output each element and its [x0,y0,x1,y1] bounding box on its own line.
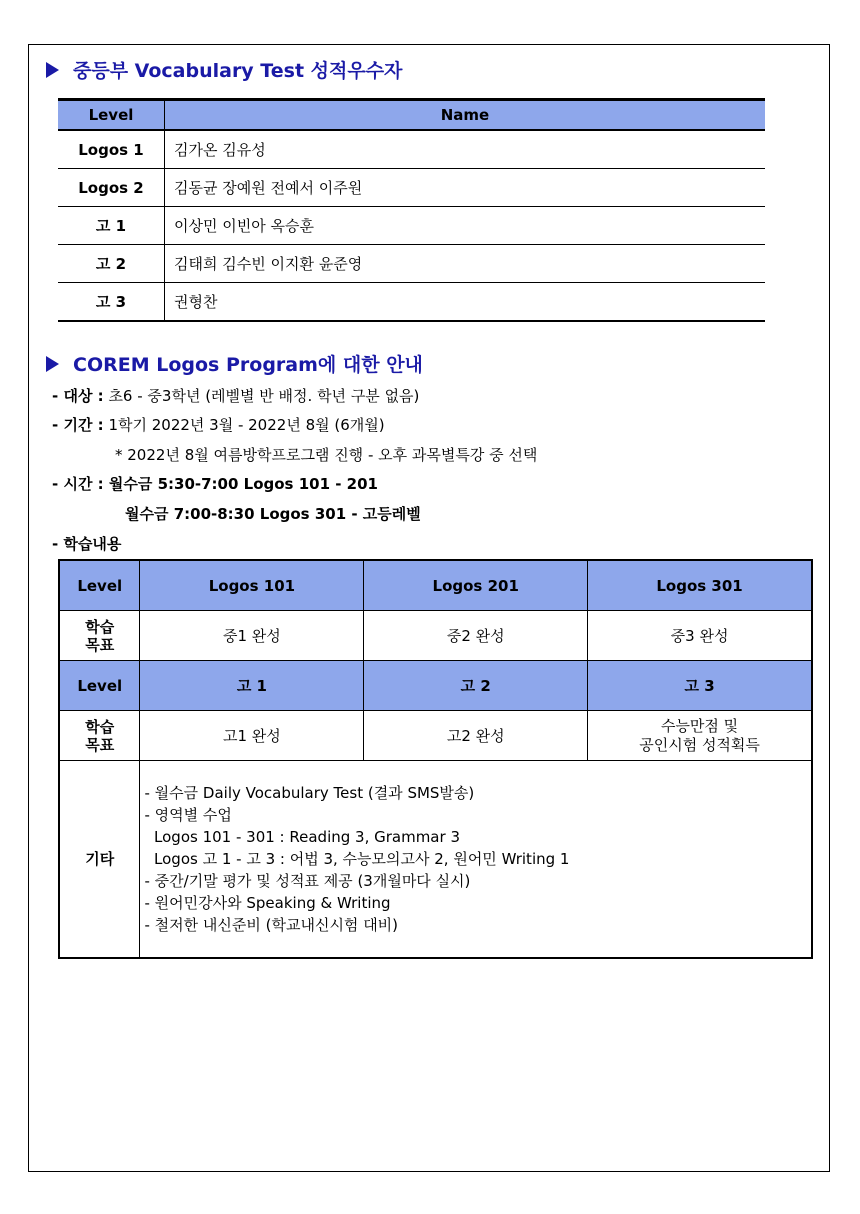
period-note: * 2022년 8월 여름방학프로그램 진행 - 오후 과목별특강 중 선택 [115,446,538,464]
etc-line: - 영역별 수업 [144,806,232,824]
row-names: 이상민 이빈아 옥승훈 [165,207,766,245]
time-line2: 월수금 7:00-8:30 Logos 301 - 고등레벨 [125,505,421,523]
period-line [52,414,385,435]
goal-label-bottom: 목표 [85,635,115,654]
target-line [52,385,419,406]
row-names: 김태희 김수빈 이지환 윤준영 [165,245,766,283]
goal-label-top: 학습 [85,717,115,736]
table-row [58,130,765,169]
section2-title: COREM Logos Program에 대한 안내 [73,354,423,376]
level-cell: 고 1 [140,661,364,711]
goal-label [59,611,140,661]
goal-cell: 고1 완성 [140,711,364,761]
goal-label-top: 학습 [85,617,115,636]
vocab-winners-table [58,98,765,322]
target-label: - 대상 : [52,387,104,405]
level-cell: Logos 201 [364,560,588,611]
etc-line: - 철저한 내신준비 (학교내신시험 대비) [144,916,399,934]
goal-cell: 고2 완성 [364,711,588,761]
table-row [58,245,765,283]
etc-line: Logos 101 - 301 : Reading 3, Grammar 3 [144,828,460,846]
triangle-bullet-icon [46,356,59,372]
goal-line: 공인시험 성적획득 [639,735,760,754]
table-header-row [59,560,812,611]
row-names: 권형찬 [165,283,766,322]
etc-label: 기타 [59,761,140,959]
goal-cell: 중3 완성 [588,611,812,661]
etc-notes [140,761,812,959]
table-row [58,207,765,245]
level-cell: Logos 301 [588,560,812,611]
table-header-row [59,661,812,711]
row-level: 고 3 [58,283,165,322]
time-line [52,473,378,494]
table-row [59,611,812,661]
level-label: Level [59,661,140,711]
section2-heading [46,350,423,377]
row-level: Logos 1 [58,130,165,169]
etc-line: Logos 고 1 - 고 3 : 어법 3, 수능모의고사 2, 원어민 Writing 1 [144,850,570,868]
target-value: 초6 - 중3학년 (레벨별 반 배정. 학년 구분 없음) [108,387,420,405]
table-row [58,169,765,207]
curriculum-table [58,559,813,959]
table-row [59,711,812,761]
goal-line: 수능만점 및 [660,716,739,735]
level-cell: 고 2 [364,661,588,711]
row-names: 김가온 김유성 [165,130,766,169]
row-level: 고 2 [58,245,165,283]
etc-line: - 원어민강사와 Speaking & Writing [144,894,391,912]
row-level: Logos 2 [58,169,165,207]
triangle-bullet-icon [46,62,59,78]
period-label: - 기간 : [52,416,104,434]
goal-label-bottom: 목표 [85,735,115,754]
period-value: 1학기 2022년 3월 - 2022년 8월 (6개월) [108,416,385,434]
level-cell: Logos 101 [140,560,364,611]
content-label: - 학습내용 [52,535,122,553]
table-header-row [58,100,765,131]
etc-line: - 월수금 Daily Vocabulary Test (결과 SMS발송) [144,784,475,802]
level-cell: 고 3 [588,661,812,711]
goal-cell: 중1 완성 [140,611,364,661]
time-line1: 월수금 5:30-7:00 Logos 101 - 201 [108,475,378,493]
goal-label [59,711,140,761]
table-row [58,283,765,322]
section1-title: 중등부 Vocabulary Test 성적우수자 [73,60,403,82]
goal-cell [588,711,812,761]
level-header: Level [58,100,165,131]
goal-cell: 중2 완성 [364,611,588,661]
row-level: 고 1 [58,207,165,245]
name-header: Name [165,100,766,131]
level-label: Level [59,560,140,611]
etc-line: - 중간/기말 평가 및 성적표 제공 (3개월마다 실시) [144,872,471,890]
section1-heading [46,56,402,83]
row-names: 김동균 장예원 전예서 이주원 [165,169,766,207]
table-row [59,761,812,959]
time-label: - 시간 : [52,475,104,493]
